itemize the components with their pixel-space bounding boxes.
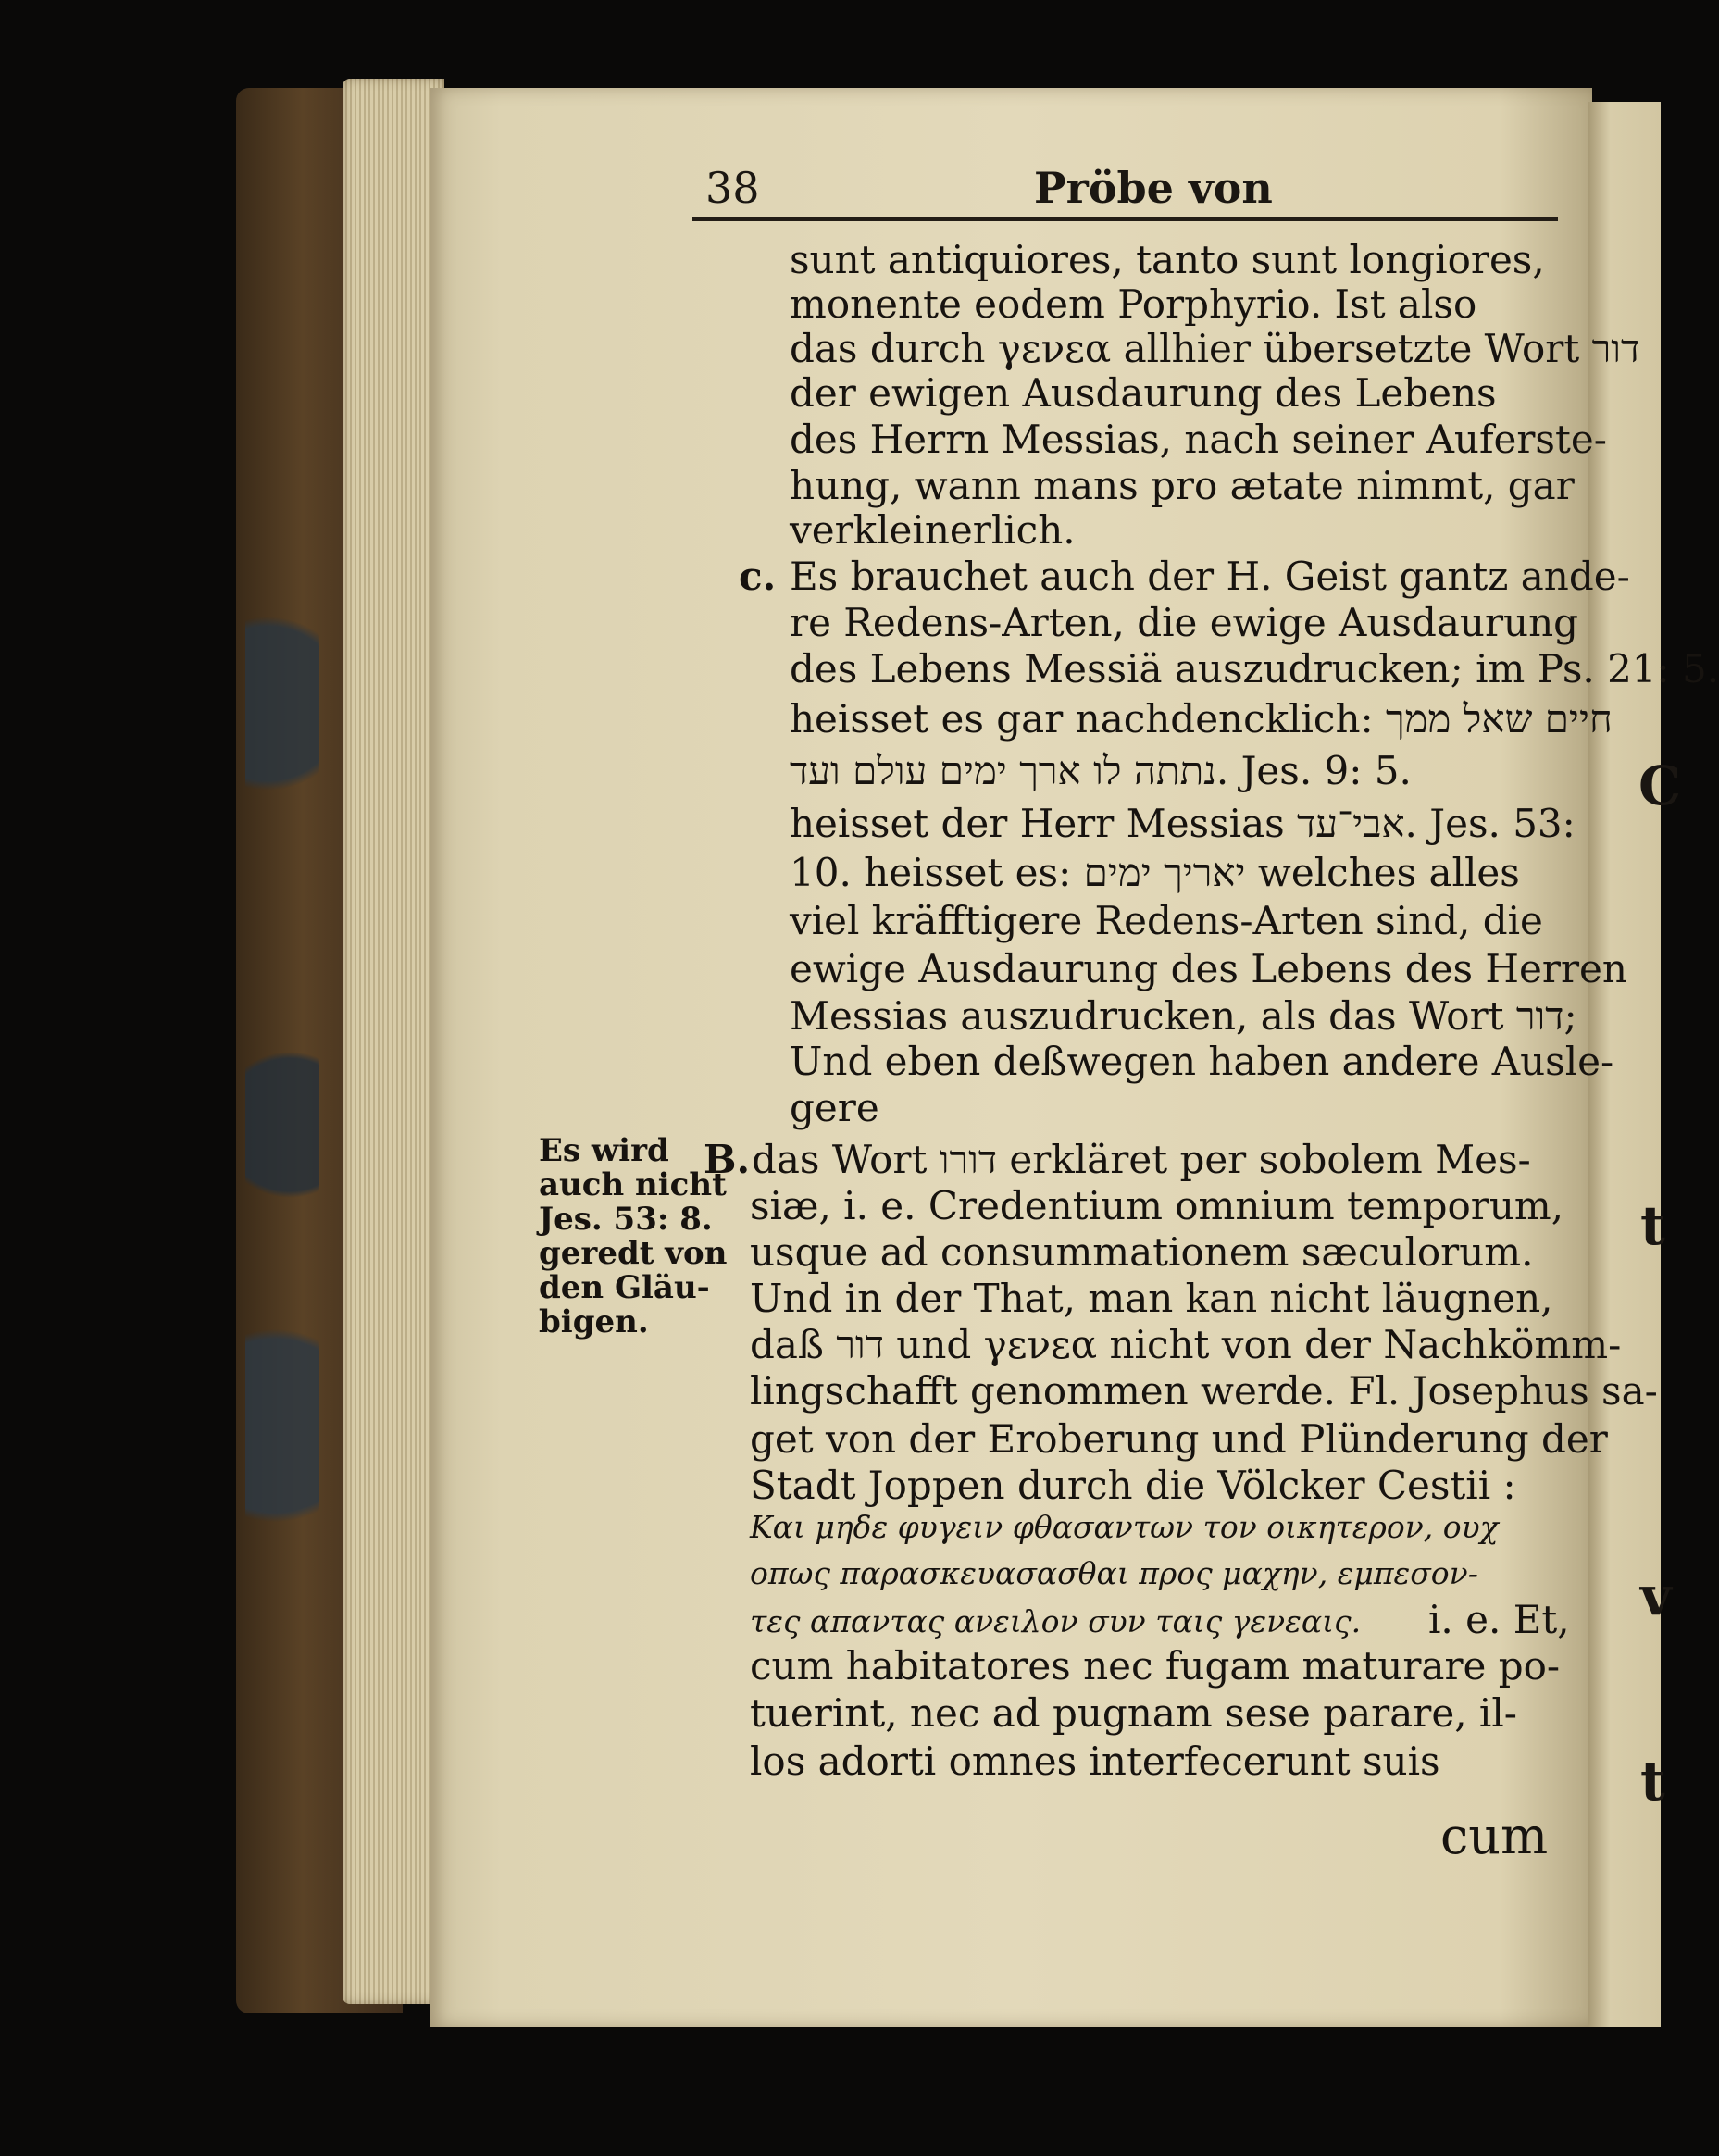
- text-line: viel kräfftigere Redens-Arten sind, die: [790, 898, 1543, 943]
- text-line: Und in der That, man kan nicht läugnen,: [750, 1276, 1553, 1321]
- text-line: ewige Ausdaurung des Lebens des Herren: [790, 946, 1627, 991]
- facing-page-letter: v: [1640, 1564, 1672, 1627]
- text-line: Und eben deßwegen haben andere Ausle-: [790, 1039, 1614, 1084]
- margin-note-line: Es wird: [539, 1132, 669, 1169]
- text-line: 10. heisset es: יאריך ימים welches alles: [790, 850, 1520, 895]
- page-header: [705, 163, 1562, 217]
- margin-note-line: geredt von: [539, 1235, 728, 1272]
- text-line: daß דור und γενεα nicht von der Nachkömm-: [750, 1322, 1622, 1367]
- text-line: heisset es gar nachdencklich: חיים שאל ממך: [790, 696, 1613, 742]
- text-line: usque ad consummationem sæculorum.: [750, 1229, 1534, 1275]
- greek-line: οπως παρασκευασασθαι προς μαχην, εμπεσον-: [750, 1555, 1478, 1591]
- header-rule: [692, 217, 1558, 221]
- facing-page-letter: t: [1640, 1194, 1665, 1257]
- text-line: sunt antiquiores, tanto sunt longiores,: [790, 237, 1545, 282]
- greek-line: Και μηδε φυγειν φθασαντων τον οικητερον, ουχ: [750, 1509, 1499, 1545]
- text-line: Es brauchet auch der H. Geist gantz ande-: [790, 554, 1630, 599]
- text-line: monente eodem Porphyrio. Ist also: [790, 281, 1477, 327]
- catchword: cum: [1440, 1807, 1549, 1865]
- facing-page-letter: C: [1638, 754, 1682, 817]
- text-line: heisset der Herr Messias אבי־עד. Jes. 53:: [790, 801, 1576, 846]
- text-line: hung, wann mans pro ætate nimmt, gar: [790, 463, 1575, 508]
- text-line: das durch γενεα allhier übersetzte Wort דור: [790, 326, 1640, 371]
- page-edges: [343, 79, 444, 2004]
- text-line: des Lebens Messiä auszudrucken; im Ps. 21: 5.: [790, 646, 1719, 692]
- text-line: cum habitatores nec fugam maturare po-: [750, 1643, 1561, 1689]
- margin-note: [539, 1134, 727, 1340]
- facing-page-letter: t: [1640, 1750, 1665, 1813]
- text-line: des Herrn Messias, nach seiner Auferste-: [790, 417, 1607, 462]
- margin-note-line: den Gläu-: [539, 1269, 710, 1306]
- cover-marbling: [245, 463, 319, 1666]
- text-line: das Wort דורו erkläret per sobolem Mes-: [752, 1137, 1531, 1182]
- text-line: Stadt Joppen durch die Völcker Cestii :: [750, 1463, 1516, 1508]
- page-number: 38: [705, 163, 760, 213]
- text-line: Messias auszudrucken, als das Wort דור;: [790, 993, 1577, 1039]
- text-line: der ewigen Ausdaurung des Lebens: [790, 370, 1497, 416]
- text-line: verkleinerlich.: [790, 507, 1076, 553]
- running-title: Pröbe von: [1034, 163, 1273, 213]
- section-marker: c.: [739, 554, 777, 599]
- text-line: lingschafft genommen werde. Fl. Josephus sa-: [750, 1368, 1658, 1414]
- text-line: gere: [790, 1085, 879, 1130]
- greek-line: τες απαντας ανειλον συν ταις γενεαις.: [750, 1603, 1362, 1639]
- margin-note-line: Jes. 53: 8.: [539, 1201, 713, 1238]
- margin-note-line: bigen.: [539, 1303, 649, 1340]
- text-line: tuerint, nec ad pugnam sese parare, il-: [750, 1690, 1517, 1736]
- margin-note-line: auch nicht: [539, 1166, 727, 1203]
- text-line: i. e. Et,: [1428, 1597, 1570, 1642]
- text-line: re Redens-Arten, die ewige Ausdaurung: [790, 600, 1579, 645]
- text-line: los adorti omnes interfecerunt suis: [750, 1739, 1440, 1784]
- section-marker: B.: [704, 1137, 751, 1182]
- text-line: נתתה לו ארך ימים עולם ועד. Jes. 9: 5.: [790, 748, 1412, 793]
- text-line: siæ, i. e. Credentium omnium temporum,: [750, 1183, 1564, 1228]
- text-line: get von der Eroberung und Plünderung der: [750, 1416, 1608, 1462]
